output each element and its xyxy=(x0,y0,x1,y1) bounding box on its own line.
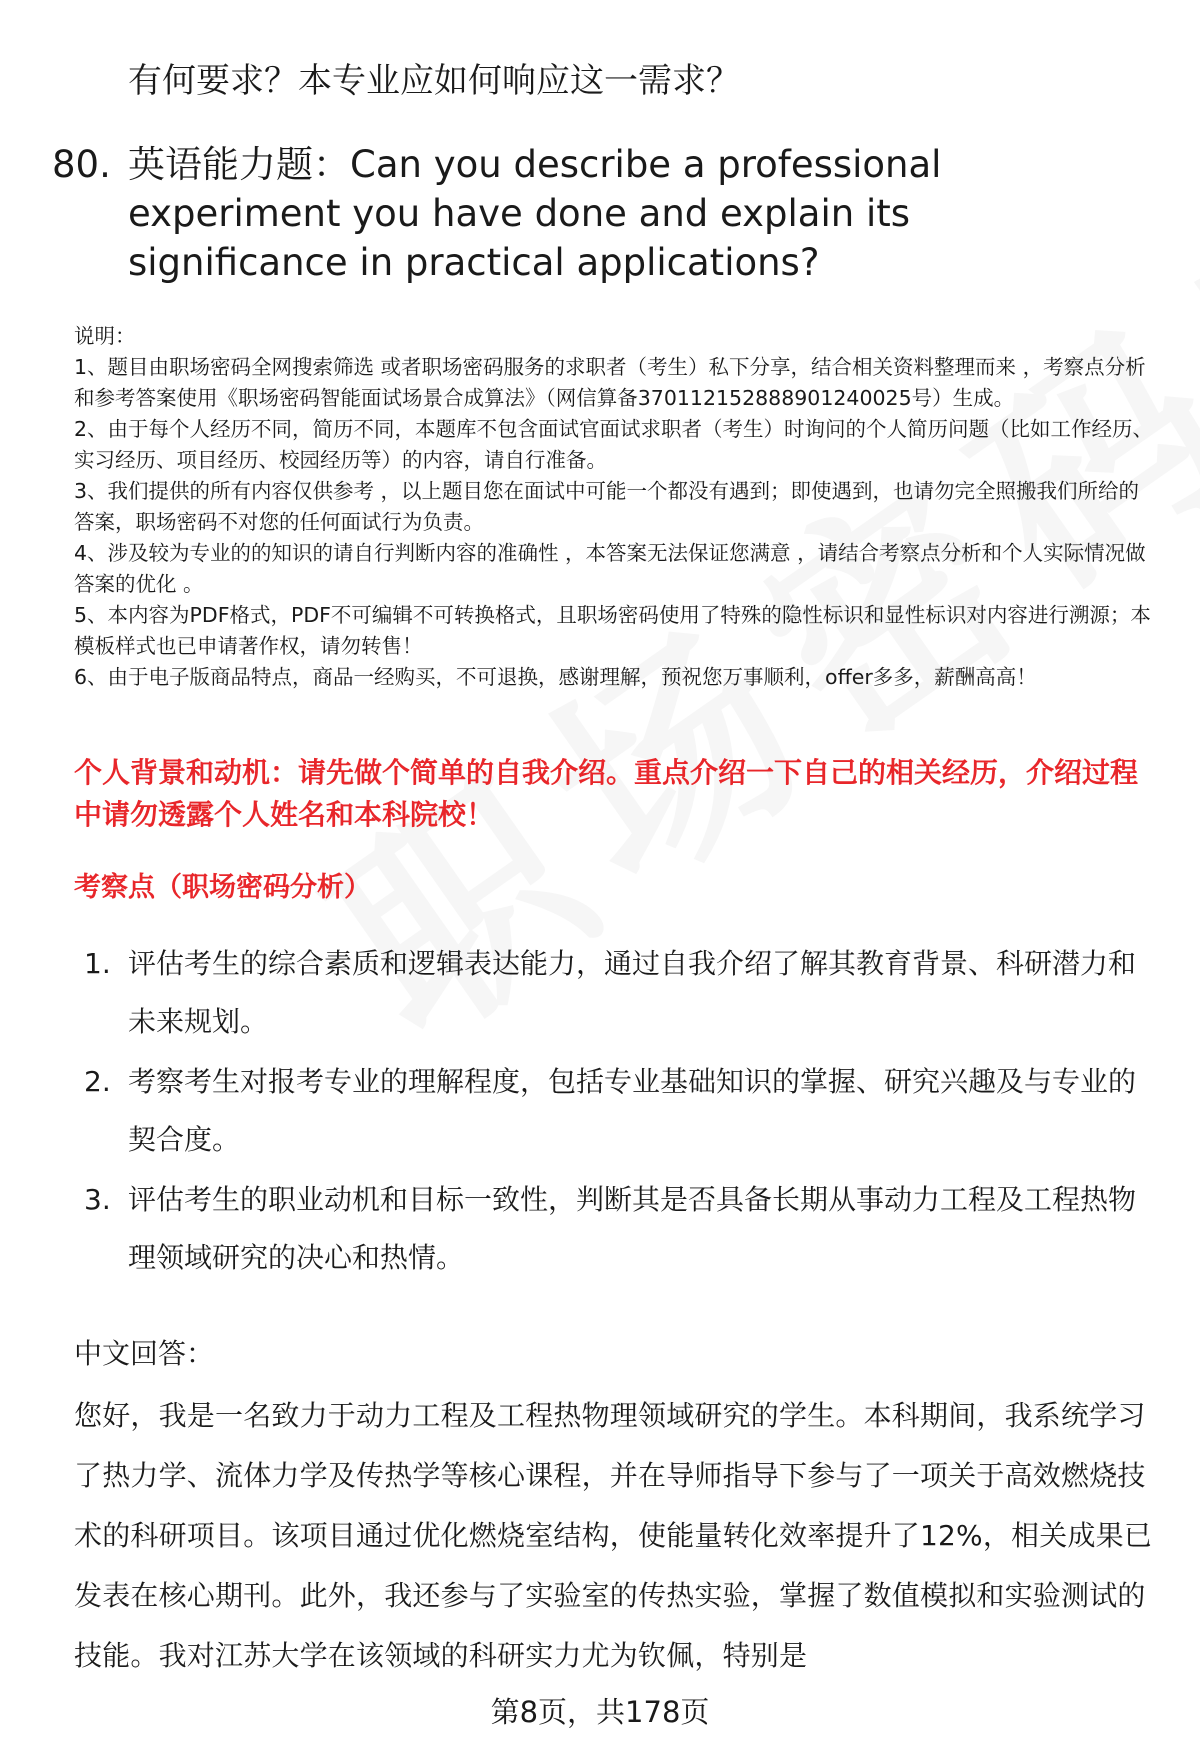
note-item: 6、由于电子版商品特点，商品一经购买，不可退换，感谢理解，预祝您万事顺利，offer多多，薪酬高高！ xyxy=(74,665,1037,689)
note-item: 3、我们提供的所有内容仅供参考 ，以上题目您在面试中可能一个都没有遇到；即使遇到，也请勿完全照搬我们所给的答案，职场密码不对您的任何面试行为负责。 xyxy=(74,479,1140,534)
list-item-text: 评估考生的职业动机和目标一致性，判断其是否具备长期从事动力工程及工程热物理领域研究的决心和热情。 xyxy=(128,1183,1137,1274)
notes-section xyxy=(74,321,1154,693)
list-item xyxy=(84,1053,1164,1171)
note-item: 1、题目由职场密码全网搜索筛选 或者职场密码服务的求职者（考生）私下分享，结合相关资料整理而来 ，考察点分析和参考答案使用《职场密码智能面试场景合成算法》（网信算备370112152888901240025号）生成。 xyxy=(74,355,1146,410)
question-number: 80. xyxy=(52,143,111,186)
note-item: 5、本内容为PDF格式，PDF不可编辑不可转换格式，且职场密码使用了特殊的隐性标识和显性标识对内容进行溯源；本模板样式也已申请著作权，请勿转售！ xyxy=(74,603,1151,658)
list-item-number: 2. xyxy=(84,1065,111,1098)
list-item-text: 评估考生的综合素质和逻辑表达能力，通过自我介绍了解其教育背景、科研潜力和未来规划。 xyxy=(128,947,1137,1038)
question-heading: 个人背景和动机：请先做个简单的自我介绍。重点介绍一下自己的相关经历，介绍过程中请勿透露个人姓名和本科院校！ xyxy=(74,756,1139,831)
note-item: 4、涉及较为专业的的知识的请自行判断内容的准确性 ，本答案无法保证您满意 ，请结合考察点分析和个人实际情况做答案的优化 。 xyxy=(74,541,1146,596)
answer-text: 您好，我是一名致力于动力工程及工程热物理领域研究的学生。本科期间，我系统学习了热力学、流体力学及传热学等核心课程，并在导师指导下参与了一项关于高效燃烧技术的科研项目。该项目通过优化燃烧室结构，使能量转化效率提升了12%，相关成果已发表在核心期刊。此外，我还参与了实验室的传热实验，掌握了数值模拟和实验测试的技能。我对江苏大学在该领域的科研实力尤为钦佩，特别是 xyxy=(74,1399,1153,1672)
analysis-list xyxy=(84,935,1164,1289)
note-item: 2、由于每个人经历不同，简历不同，本题库不包含面试官面试求职者（考生）时询问的个人简历问题（比如工作经历、实习经历、项目经历、校园经历等）的内容，请自行准备。 xyxy=(74,417,1154,472)
question-text: 英语能力题：Can you describe a professional experiment you have done and explain its significance in practical applications? xyxy=(128,143,942,284)
list-item-text: 考察考生对报考专业的理解程度，包括专业基础知识的掌握、研究兴趣及与专业的契合度。 xyxy=(128,1065,1137,1156)
answer-label: 中文回答： xyxy=(74,1337,215,1370)
page-number: 第8页，共178页 xyxy=(490,1695,710,1729)
list-item-number: 3. xyxy=(84,1183,111,1216)
analysis-title: 考察点（职场密码分析） xyxy=(74,872,371,903)
list-item xyxy=(84,1171,1164,1289)
list-item-number: 1. xyxy=(84,947,111,980)
list-item xyxy=(84,935,1164,1053)
notes-title: 说明： xyxy=(74,324,136,348)
question-continuation: 有何要求？本专业应如何响应这一需求？ xyxy=(128,61,740,101)
